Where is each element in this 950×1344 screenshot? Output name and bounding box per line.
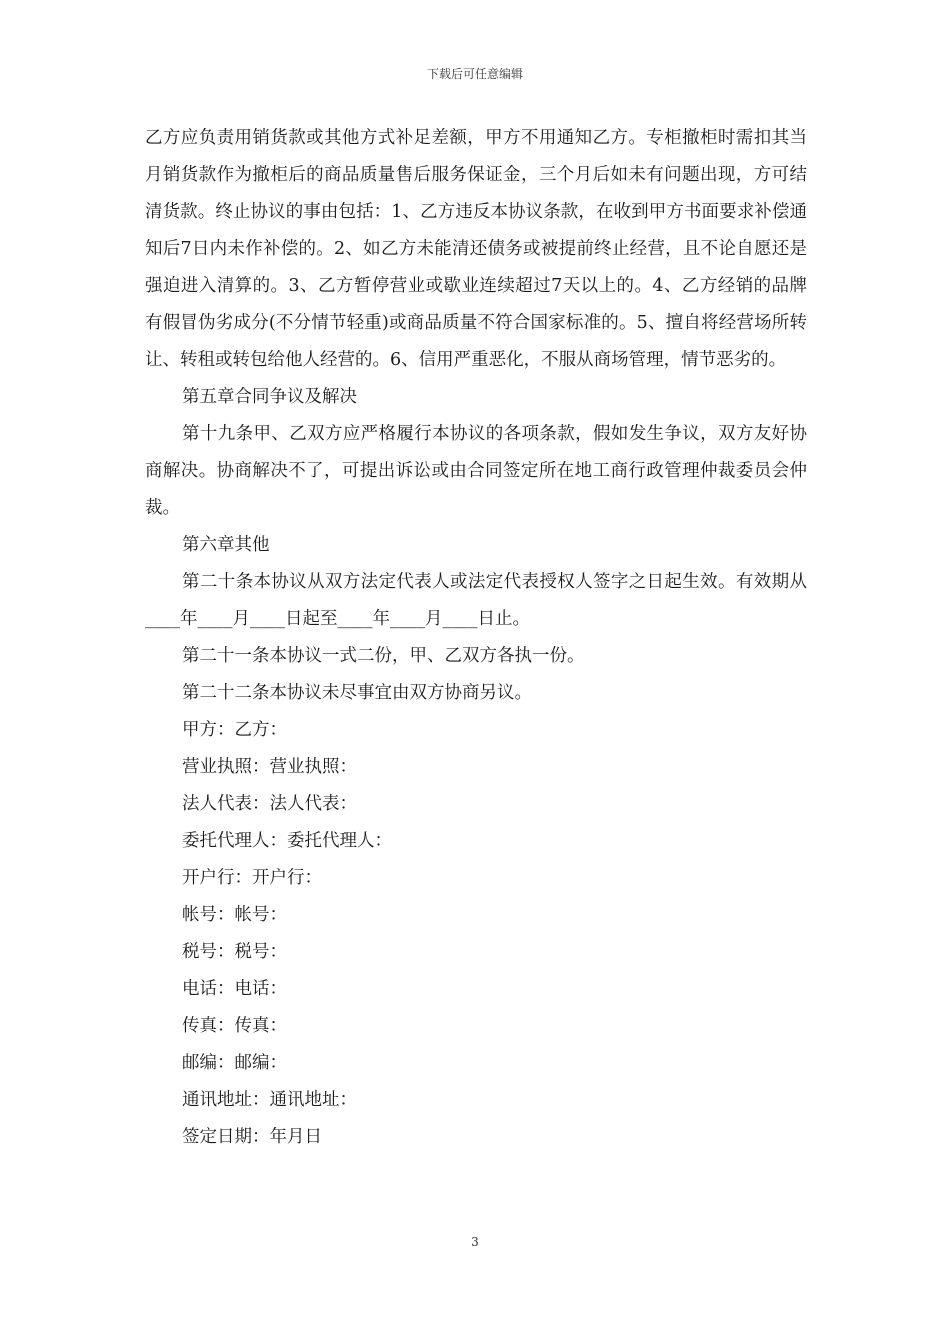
signature-field-account: 帐号：帐号： bbox=[182, 905, 287, 925]
signature-field-bank: 开户行：开户行： bbox=[182, 868, 322, 888]
paragraph-termination-terms: 乙方应负责用销货款或其他方式补足差额，甲方不用通知乙方。专柜撤柜时需扣其当月销货款作为撤柜后的商品质量售后服务保证金，三个月后如未有问题出现，方可结清货款。终止协议的事由包括：1、乙方违反本协议条款，在收到甲方书面要求补偿通知后7日内未作补偿的。2、如乙方未能清还债务或被提前终止经营，且不论自愿还是强迫进入清算的。3、乙方暂停营业或歇业连续超过7天以上的。4、乙方经销的品牌有假冒伪劣成分(不分情节轻重)或商品质量不符合国家标准的。5、擅自将经营场所转让、转租或转包给他人经营的。6、信用严重恶化，不服从商场管理，情节恶劣的。 bbox=[145, 128, 807, 370]
signature-field-legal-representative: 法人代表：法人代表： bbox=[182, 794, 357, 814]
signature-field-address: 通讯地址：通讯地址： bbox=[182, 1090, 357, 1110]
article-21: 第二十一条本协议一式二份，甲、乙双方各执一份。 bbox=[182, 646, 585, 666]
signature-field-business-license: 营业执照：营业执照： bbox=[182, 757, 357, 777]
signature-field-postcode: 邮编：邮编： bbox=[182, 1053, 287, 1073]
chapter-5-heading: 第五章合同争议及解决 bbox=[182, 387, 357, 407]
signature-field-parties: 甲方：乙方： bbox=[182, 720, 287, 740]
article-20: 第二十条本协议从双方法定代表人或法定代表授权人签字之日起生效。有效期从____年____月____日起至____年____月____日止。 bbox=[145, 572, 807, 629]
signature-block bbox=[145, 712, 807, 1156]
article-19: 第十九条甲、乙双方应严格履行本协议的各项条款，假如发生争议，双方友好协商解决。协商解决不了，可提出诉讼或由合同签定所在地工商行政管理仲裁委员会仲裁。 bbox=[145, 424, 807, 518]
article-22: 第二十二条本协议未尽事宜由双方协商另议。 bbox=[182, 683, 532, 703]
signature-field-fax: 传真：传真： bbox=[182, 1016, 287, 1036]
page-header: 下载后可任意编辑 bbox=[426, 67, 523, 81]
document-body bbox=[145, 120, 807, 1156]
signature-field-sign-date: 签定日期：年月日 bbox=[182, 1127, 322, 1147]
signature-field-tax-id: 税号：税号： bbox=[182, 942, 287, 962]
signature-field-authorized-agent: 委托代理人：委托代理人： bbox=[182, 831, 392, 851]
chapter-6-heading: 第六章其他 bbox=[182, 535, 270, 555]
signature-field-phone: 电话：电话： bbox=[182, 979, 287, 999]
page-number: 3 bbox=[471, 1235, 479, 1249]
